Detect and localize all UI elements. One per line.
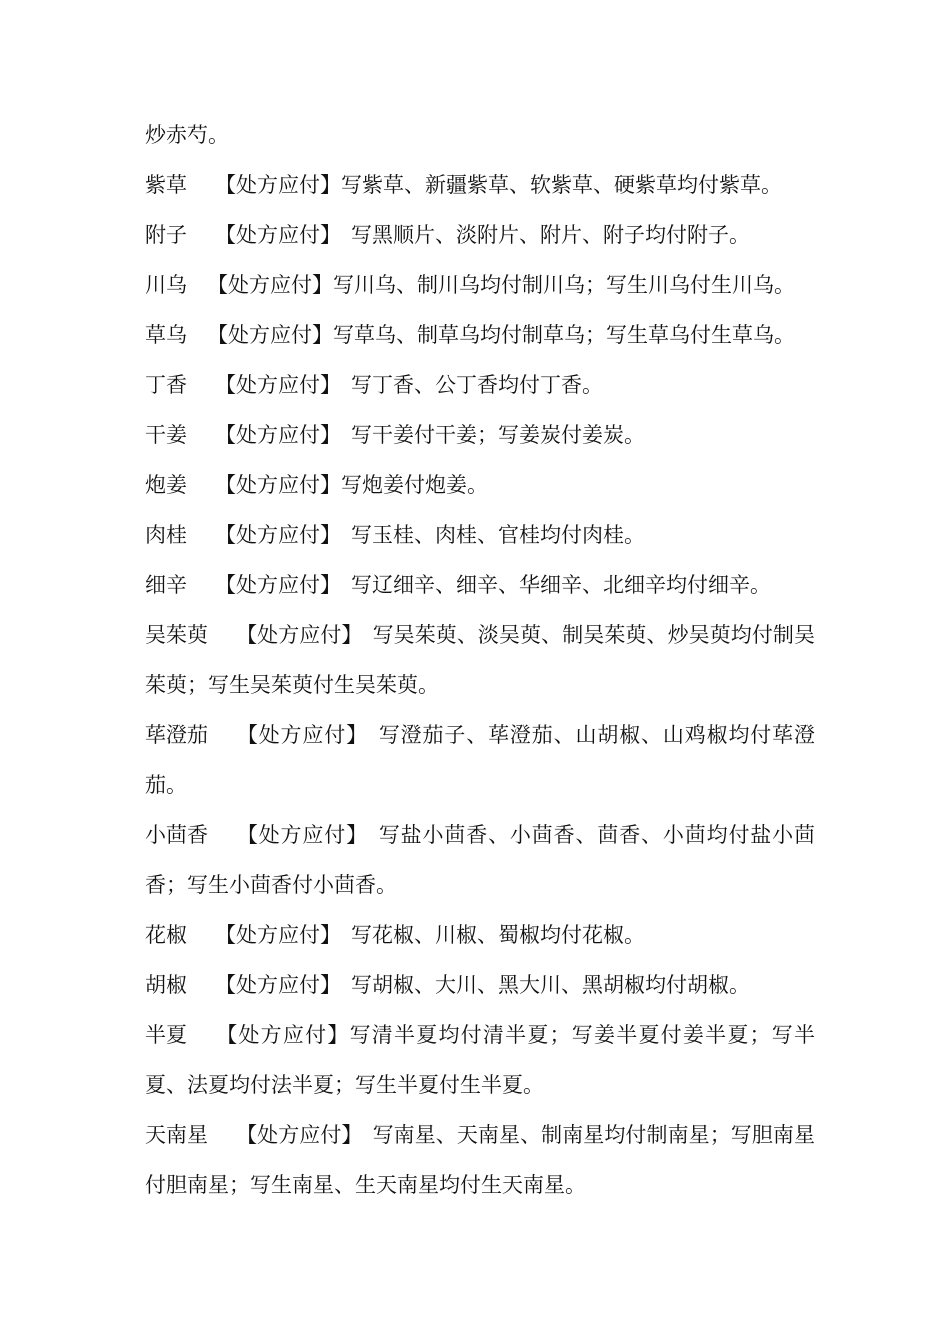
- prescription-tag: 【处方应付】: [215, 923, 341, 947]
- prescription-tag: 【处方应付】: [207, 273, 333, 297]
- line-text: 炒赤芍。: [145, 123, 229, 147]
- entry-body: 写清半夏均付清半夏；写姜半夏付姜半夏；写半夏、法夏均付法半夏；写生半夏付生半夏。: [145, 1023, 816, 1097]
- prescription-tag: 【处方应付】: [207, 323, 333, 347]
- entry-body: 写胡椒、大川、黑大川、黑胡椒均付胡椒。: [351, 973, 750, 997]
- prescription-tag: 【处方应付】: [215, 473, 341, 497]
- prescription-tag: 【处方应付】: [236, 1123, 363, 1147]
- prescription-tag: 【处方应付】: [215, 1023, 350, 1047]
- entry-dingxiang: [145, 360, 815, 410]
- entry-body: 写草乌、制草乌均付制草乌；写生草乌付生草乌。: [333, 323, 795, 347]
- prescription-tag: 【处方应付】: [215, 423, 341, 447]
- entry-body: 写南星、天南星、制南星均付制南星；写胆南星付胆南星；写生南星、生天南星均付生天南星。: [145, 1123, 815, 1197]
- continuation-line: [145, 110, 815, 160]
- prescription-tag: 【处方应付】: [236, 823, 368, 847]
- entry-ganjiang: [145, 410, 815, 460]
- herb-name: 荜澄茄: [145, 723, 208, 747]
- entry-body: 写黑顺片、淡附片、附片、附子均付附子。: [351, 223, 750, 247]
- herb-name: 炮姜: [145, 473, 187, 497]
- entry-body: 写盐小茴香、小茴香、茴香、小茴均付盐小茴香；写生小茴香付小茴香。: [145, 823, 816, 897]
- entry-huajiao: [145, 910, 815, 960]
- entry-body: 写紫草、新疆紫草、软紫草、硬紫草均付紫草。: [341, 173, 782, 197]
- text-body: [145, 110, 815, 1210]
- entry-body: 写澄茄子、荜澄茄、山胡椒、山鸡椒均付荜澄茄。: [145, 723, 816, 797]
- prescription-tag: 【处方应付】: [215, 573, 341, 597]
- prescription-tag: 【处方应付】: [215, 523, 341, 547]
- herb-name: 细辛: [145, 573, 187, 597]
- entry-banxia: [145, 1010, 815, 1110]
- prescription-tag: 【处方应付】: [215, 223, 341, 247]
- herb-name: 川乌: [145, 273, 187, 297]
- entry-body: 写炮姜付炮姜。: [341, 473, 488, 497]
- entry-rougui: [145, 510, 815, 560]
- herb-name: 胡椒: [145, 973, 187, 997]
- prescription-tag: 【处方应付】: [215, 973, 341, 997]
- entry-paojiang: [145, 460, 815, 510]
- herb-name: 小茴香: [145, 823, 208, 847]
- entry-chuanwu: [145, 260, 815, 310]
- herb-name: 吴茱萸: [145, 623, 208, 647]
- herb-name: 天南星: [145, 1123, 208, 1147]
- entry-body: 写辽细辛、细辛、华细辛、北细辛均付细辛。: [351, 573, 771, 597]
- herb-name: 干姜: [145, 423, 187, 447]
- entry-body: 写干姜付干姜；写姜炭付姜炭。: [351, 423, 645, 447]
- herb-name: 花椒: [145, 923, 187, 947]
- entry-body: 写玉桂、肉桂、官桂均付肉桂。: [351, 523, 645, 547]
- entry-body: 写花椒、川椒、蜀椒均付花椒。: [351, 923, 645, 947]
- herb-name: 草乌: [145, 323, 187, 347]
- entry-tiannanxing: [145, 1110, 815, 1210]
- entry-xiaohuixiang: [145, 810, 815, 910]
- prescription-tag: 【处方应付】: [215, 373, 341, 397]
- entry-fuzi: [145, 210, 815, 260]
- herb-name: 半夏: [145, 1023, 187, 1047]
- herb-name: 肉桂: [145, 523, 187, 547]
- entry-zicao: [145, 160, 815, 210]
- entry-caowu: [145, 310, 815, 360]
- entry-hujiao: [145, 960, 815, 1010]
- prescription-tag: 【处方应付】: [236, 623, 363, 647]
- entry-wuzhuyu: [145, 610, 815, 710]
- entry-body: 写丁香、公丁香均付丁香。: [351, 373, 603, 397]
- entry-body: 写川乌、制川乌均付制川乌；写生川乌付生川乌。: [333, 273, 795, 297]
- herb-name: 丁香: [145, 373, 187, 397]
- entry-body: 写吴茱萸、淡吴萸、制吴茱萸、炒吴萸均付制吴茱萸；写生吴茱萸付生吴茱萸。: [145, 623, 815, 697]
- prescription-tag: 【处方应付】: [236, 723, 368, 747]
- entry-xixin: [145, 560, 815, 610]
- herb-name: 紫草: [145, 173, 187, 197]
- herb-name: 附子: [145, 223, 187, 247]
- entry-bichengqie: [145, 710, 815, 810]
- prescription-tag: 【处方应付】: [215, 173, 341, 197]
